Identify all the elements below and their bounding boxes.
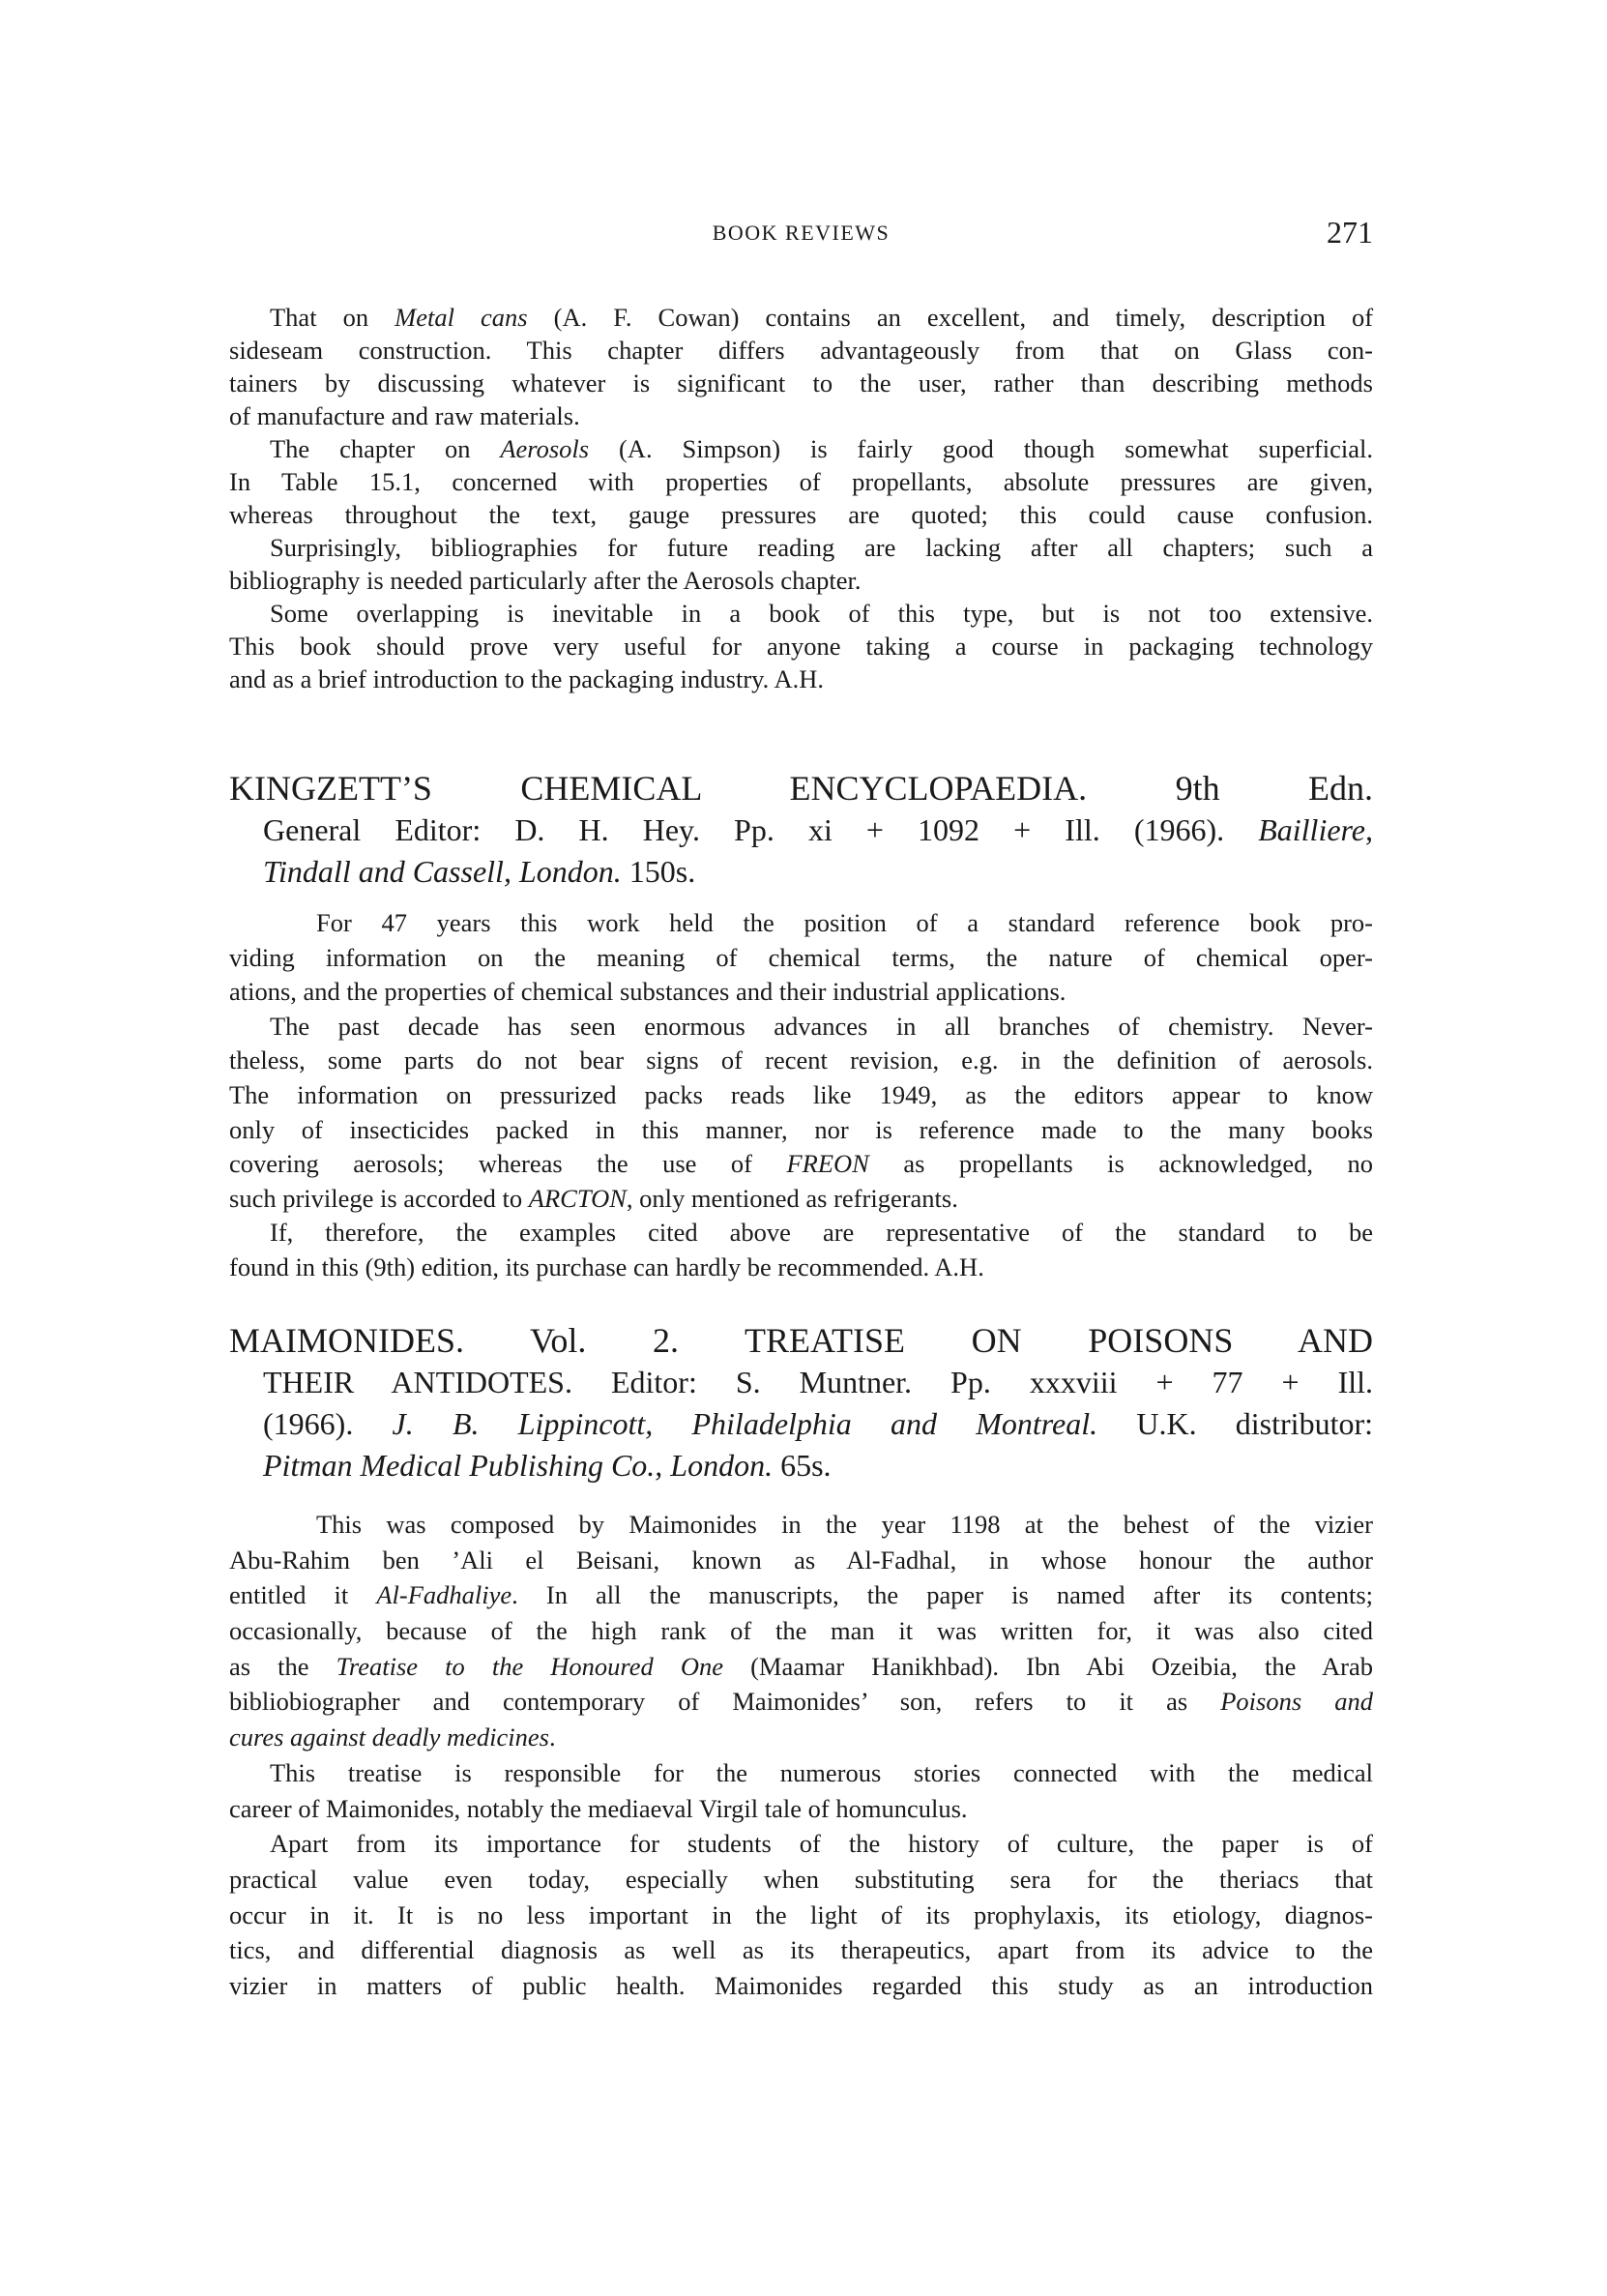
text-line bbox=[229, 531, 1373, 564]
review-heading-maimonides bbox=[229, 1320, 1373, 1487]
italic-text: J. B. Lippincott, Philadelphia and Montreal. bbox=[392, 1406, 1098, 1441]
running-header bbox=[229, 215, 1373, 250]
text-line bbox=[229, 1577, 1373, 1613]
italic-text: Pitman Medical Publishing Co., London. bbox=[263, 1448, 774, 1483]
text-segment: bibliobiographer and contemporary of Maimonides’ son, refers to it as bbox=[229, 1687, 1221, 1717]
text-line bbox=[229, 1684, 1373, 1720]
text-segment: That on bbox=[270, 303, 395, 332]
text-segment: (A. F. Cowan) contains an excellent, and timely, description of bbox=[527, 303, 1374, 332]
text-line bbox=[229, 1826, 1373, 1862]
text-line bbox=[229, 1251, 1373, 1285]
text-segment: This treatise is responsible for the numerous stories connected with the medical bbox=[270, 1757, 1373, 1787]
text-segment: entitled it bbox=[229, 1580, 377, 1610]
text-segment: such privilege is accorded to bbox=[229, 1183, 529, 1213]
text-segment: as propellants is acknowledged, no bbox=[868, 1149, 1374, 1179]
text-segment: General Editor: D. H. Hey. Pp. xi + 1092 + Ill. (1966). bbox=[263, 812, 1259, 847]
text-line bbox=[229, 1010, 1373, 1045]
text-line bbox=[229, 662, 1373, 695]
text-segment: THEIR ANTIDOTES. bbox=[263, 1365, 572, 1399]
page-number: 271 bbox=[1327, 215, 1373, 250]
text-line bbox=[229, 1898, 1373, 1933]
text-segment: Some overlapping is inevitable in a book of this type, but is not too extensive. bbox=[270, 599, 1373, 628]
text-segment: occur in it. It is no less important in the light of its prophylaxis, its etiology, diagnos- bbox=[229, 1899, 1373, 1929]
text-line bbox=[229, 975, 1373, 1010]
review-body-kingzett bbox=[229, 906, 1373, 1285]
text-line bbox=[229, 1755, 1373, 1791]
text-segment: and as a brief introduction to the packaging industry. A.H. bbox=[229, 664, 824, 693]
text-line bbox=[229, 1720, 1373, 1755]
text-line bbox=[229, 498, 1373, 531]
text-segment: The chapter on bbox=[270, 434, 501, 463]
text-line bbox=[229, 1649, 1373, 1685]
text-line bbox=[229, 1968, 1373, 2004]
text-segment: If, therefore, the examples cited above are representative of the standard to be bbox=[270, 1218, 1373, 1248]
heading-line bbox=[229, 1445, 1373, 1487]
text-segment: For 47 years this work held the position of a standard reference book pro- bbox=[316, 908, 1373, 937]
text-segment: tainers by discussing whatever is significant to the user, rather than describing methods bbox=[229, 368, 1373, 397]
text-segment: This book should prove very useful for anyone taking a course in packaging technology bbox=[229, 632, 1373, 661]
italic-text: Tindall and Cassell, London. bbox=[263, 854, 622, 889]
text-line bbox=[229, 1791, 1373, 1827]
italic-text: Poisons and bbox=[1220, 1687, 1373, 1717]
italic-text: Bailliere, bbox=[1258, 812, 1373, 847]
text-segment: The information on pressurized packs reads like 1949, as the editors appear to know bbox=[229, 1079, 1373, 1109]
text-line bbox=[229, 1862, 1373, 1898]
text-segment: viding information on the meaning of chemical terms, the nature of chemical oper- bbox=[229, 942, 1373, 972]
text-line bbox=[229, 399, 1373, 432]
text-line bbox=[229, 334, 1373, 367]
text-line bbox=[229, 1932, 1373, 1968]
italic-text: FREON bbox=[786, 1149, 869, 1179]
italic-text: Al-Fadhaliye bbox=[376, 1580, 512, 1610]
text-segment: occasionally, because of the high rank of the man it was written for, it was also cited bbox=[229, 1616, 1373, 1646]
text-line bbox=[229, 1113, 1373, 1148]
text-line bbox=[229, 465, 1373, 498]
text-segment: covering aerosols; whereas the use of bbox=[229, 1149, 787, 1179]
text-segment: tics, and differential diagnosis as well as its therapeutics, apart from its advice to the bbox=[229, 1935, 1373, 1965]
text-segment: whereas throughout the text, gauge pressures are quoted; this could cause confusion. bbox=[229, 500, 1373, 529]
text-segment: practical value even today, especially when substituting sera for the theriacs that bbox=[229, 1864, 1373, 1894]
text-line bbox=[229, 1543, 1373, 1578]
text-segment: ations, and the properties of chemical substances and their industrial applications. bbox=[229, 977, 1066, 1007]
text-segment: MAIMONIDES. Vol. 2. TREATISE ON POISONS AND bbox=[229, 1321, 1373, 1360]
text-segment: U.K. distributor: bbox=[1097, 1406, 1374, 1441]
text-segment: This was composed by Maimonides in the year 1198 at the behest of the vizier bbox=[316, 1510, 1373, 1539]
text-segment: as the bbox=[229, 1651, 336, 1681]
review-heading-kingzett bbox=[229, 768, 1373, 893]
heading-line bbox=[229, 809, 1373, 851]
text-line bbox=[229, 432, 1373, 465]
text-segment: Editor: S. Muntner. Pp. xxxviii + 77 + Ill. bbox=[571, 1365, 1374, 1399]
text-segment: theless, some parts do not bear signs of recent revision, e.g. in the definition of aerosols. bbox=[229, 1045, 1373, 1075]
text-line bbox=[229, 1147, 1373, 1182]
italic-text: cures against deadly medicines bbox=[229, 1722, 549, 1752]
heading-line bbox=[229, 768, 1373, 809]
text-line bbox=[229, 367, 1373, 399]
text-segment: KINGZETT’S CHEMICAL ENCYCLOPAEDIA. bbox=[229, 769, 1088, 808]
text-line bbox=[229, 1613, 1373, 1649]
text-segment: found in this (9th) edition, its purchase can hardly be recommended. A.H. bbox=[229, 1251, 984, 1281]
text-segment: . In all the manuscripts, the paper is named after its contents; bbox=[511, 1580, 1374, 1610]
text-segment: bibliography is needed particularly after the Aerosols chapter. bbox=[229, 566, 862, 595]
text-line bbox=[229, 1507, 1373, 1543]
text-segment: Surprisingly, bibliographies for future reading are lacking after all chapters; such a bbox=[270, 533, 1373, 562]
text-segment: Abu-Rahim ben ’Ali el Beisani, known as Al-Fadhal, in whose honour the author bbox=[229, 1545, 1373, 1575]
text-line bbox=[229, 301, 1373, 334]
text-segment: 65s. bbox=[773, 1448, 832, 1483]
heading-line bbox=[229, 1403, 1373, 1445]
review-continuation-packaging bbox=[229, 301, 1373, 695]
heading-line bbox=[229, 1320, 1373, 1362]
text-segment: 150s. bbox=[621, 854, 696, 889]
italic-text: Aerosols bbox=[500, 434, 590, 463]
italic-text: ARCTON bbox=[528, 1183, 627, 1213]
text-segment: , only mentioned as refrigerants. bbox=[626, 1183, 958, 1213]
text-line bbox=[229, 1182, 1373, 1217]
text-line bbox=[229, 906, 1373, 941]
text-segment: In Table 15.1, concerned with properties of propellants, absolute pressures are given, bbox=[229, 467, 1373, 496]
text-line bbox=[229, 1044, 1373, 1078]
italic-text: Treatise to the Honoured One bbox=[336, 1651, 724, 1681]
review-body-maimonides bbox=[229, 1507, 1373, 2004]
text-segment: The past decade has seen enormous advances in all branches of chemistry. Never- bbox=[270, 1011, 1373, 1041]
text-segment: sideseam construction. This chapter differs advantageously from that on Glass con- bbox=[229, 336, 1373, 365]
text-line bbox=[229, 1078, 1373, 1113]
text-segment: 9th Edn. bbox=[1087, 769, 1373, 808]
text-segment: only of insecticides packed in this manner, nor is reference made to the many books bbox=[229, 1114, 1373, 1144]
text-segment: of manufacture and raw materials. bbox=[229, 401, 580, 430]
text-line bbox=[229, 597, 1373, 630]
text-segment: (A. Simpson) is fairly good though somewhat superficial. bbox=[589, 434, 1373, 463]
heading-line bbox=[229, 1362, 1373, 1403]
text-segment: (1966). bbox=[263, 1406, 393, 1441]
text-line bbox=[229, 564, 1373, 597]
italic-text: Metal cans bbox=[394, 303, 528, 332]
text-segment: (Maamar Hanikhbad). Ibn Abi Ozeibia, the Arab bbox=[723, 1651, 1373, 1681]
text-line bbox=[229, 630, 1373, 662]
text-line bbox=[229, 941, 1373, 976]
heading-line bbox=[229, 851, 1373, 893]
running-head-title: BOOK REVIEWS bbox=[712, 221, 891, 245]
text-line bbox=[229, 1216, 1373, 1251]
text-segment: career of Maimonides, notably the mediaeval Virgil tale of homunculus. bbox=[229, 1793, 968, 1823]
text-segment: vizier in matters of public health. Maimonides regarded this study as an introduction bbox=[229, 1970, 1373, 2000]
text-segment: Apart from its importance for students of the history of culture, the paper is of bbox=[270, 1829, 1373, 1859]
text-segment: . bbox=[548, 1722, 556, 1752]
